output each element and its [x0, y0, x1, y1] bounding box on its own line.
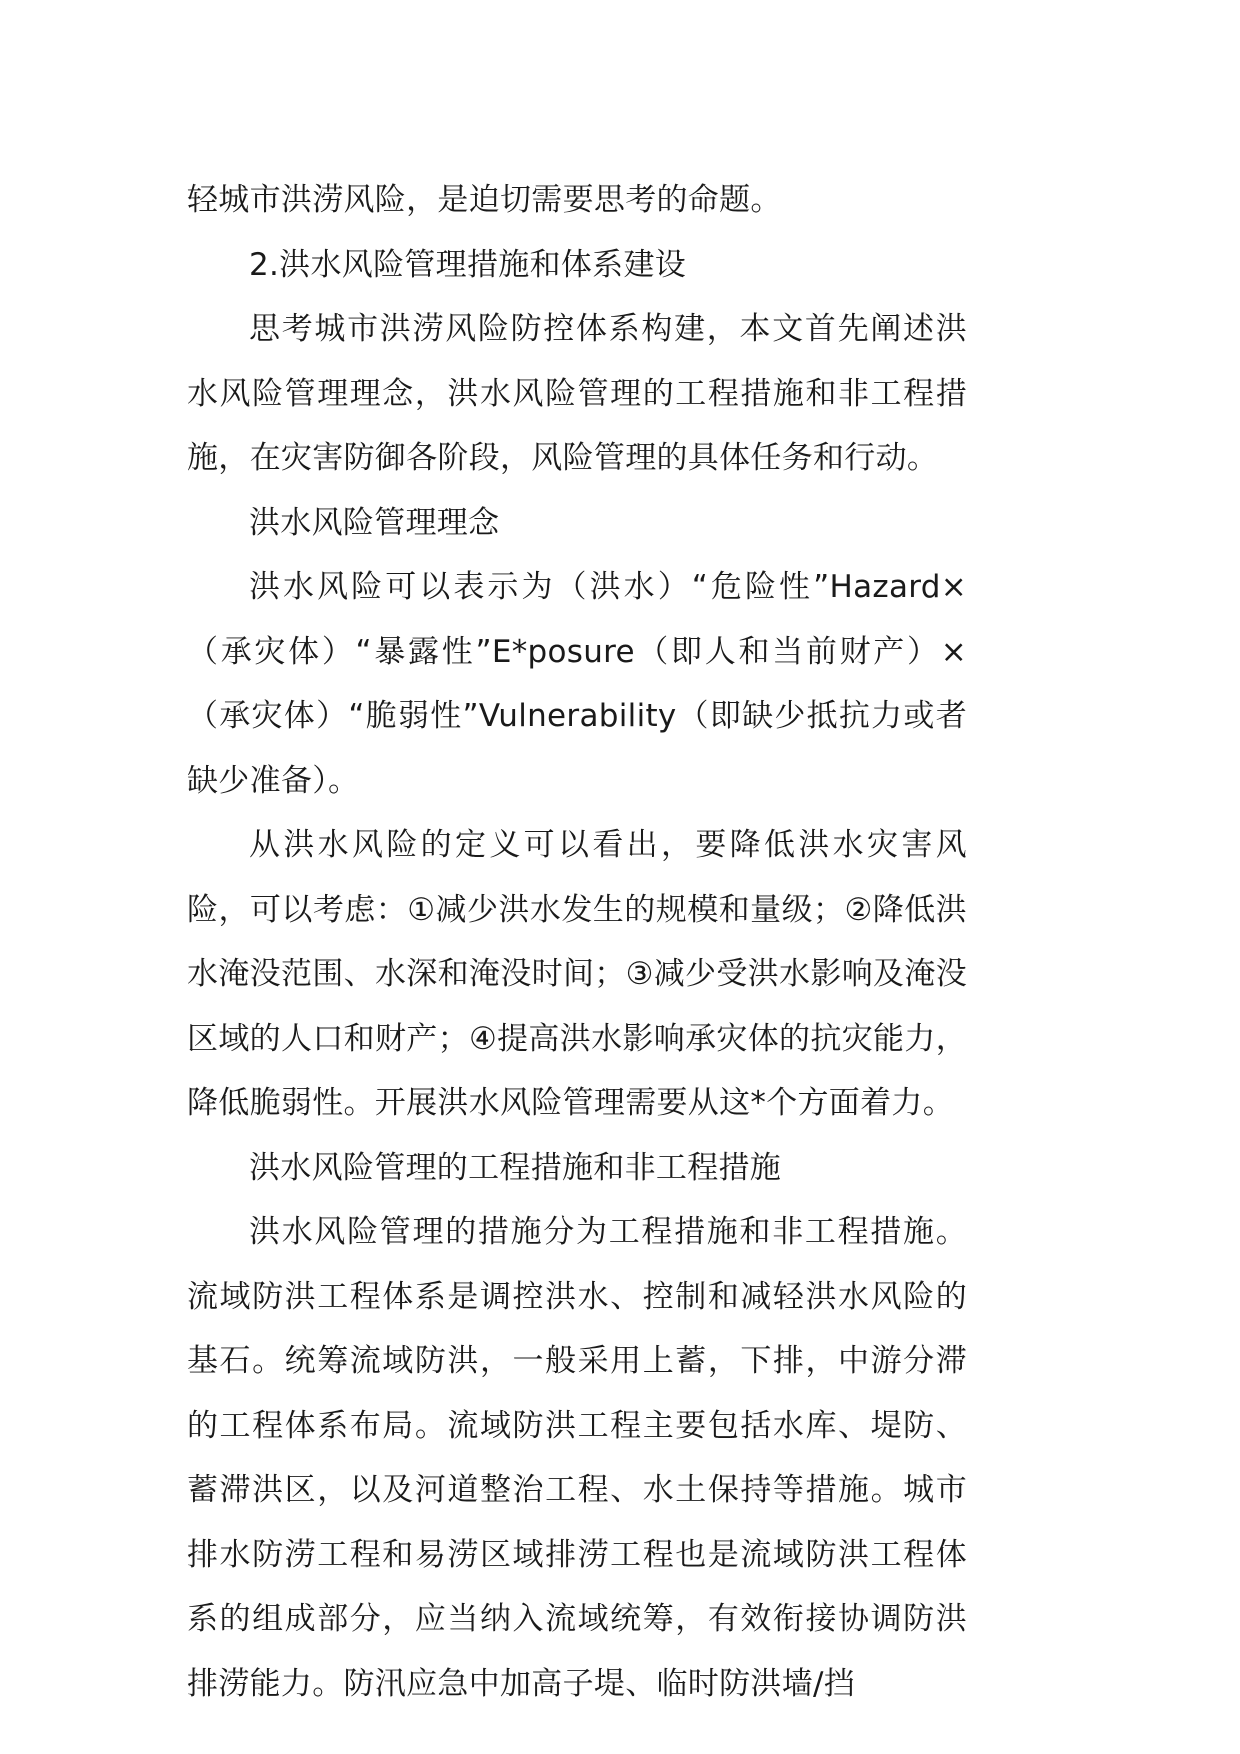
document-body	[187, 168, 967, 1716]
paragraph: 思考城市洪涝风险防控体系构建，本文首先阐述洪水风险管理理念，洪水风险管理的工程措施和非工程措施，在灾害防御各阶段，风险管理的具体任务和行动。	[187, 311, 967, 476]
paragraph: 洪水风险可以表示为（洪水）“危险性”Hazard×（承灾体）“暴露性”E*posure（即人和当前财产）×（承灾体）“脆弱性”Vulnerability（即缺少抵抗力或者缺少准备）。	[187, 569, 967, 799]
subsection-heading: 洪水风险管理的工程措施和非工程措施	[249, 1149, 782, 1186]
paragraph-continuation: 轻城市洪涝风险，是迫切需要思考的命题。	[187, 182, 782, 218]
subsection-heading: 洪水风险管理理念	[249, 504, 500, 541]
paragraph: 洪水风险管理的措施分为工程措施和非工程措施。流域防洪工程体系是调控洪水、控制和减轻洪水风险的基石。统筹流域防洪，一般采用上蓄，下排，中游分滞的工程体系布局。流域防洪工程主要包括水库、堤防、蓄滞洪区，以及河道整治工程、水土保持等措施。城市排水防涝工程和易涝区域排涝工程也是流域防洪工程体系的组成部分，应当纳入流域统筹，有效衔接协调防洪排涝能力。防汛应急中加高子堤、临时防洪墙/挡	[187, 1214, 967, 1702]
section-heading: 2.洪水风险管理措施和体系建设	[249, 246, 687, 283]
paragraph: 从洪水风险的定义可以看出，要降低洪水灾害风险，可以考虑：①减少洪水发生的规模和量级；②降低洪水淹没范围、水深和淹没时间；③减少受洪水影响及淹没区域的人口和财产；④提高洪水影响承灾体的抗灾能力，降低脆弱性。开展洪水风险管理需要从这*个方面着力。	[187, 827, 967, 1121]
